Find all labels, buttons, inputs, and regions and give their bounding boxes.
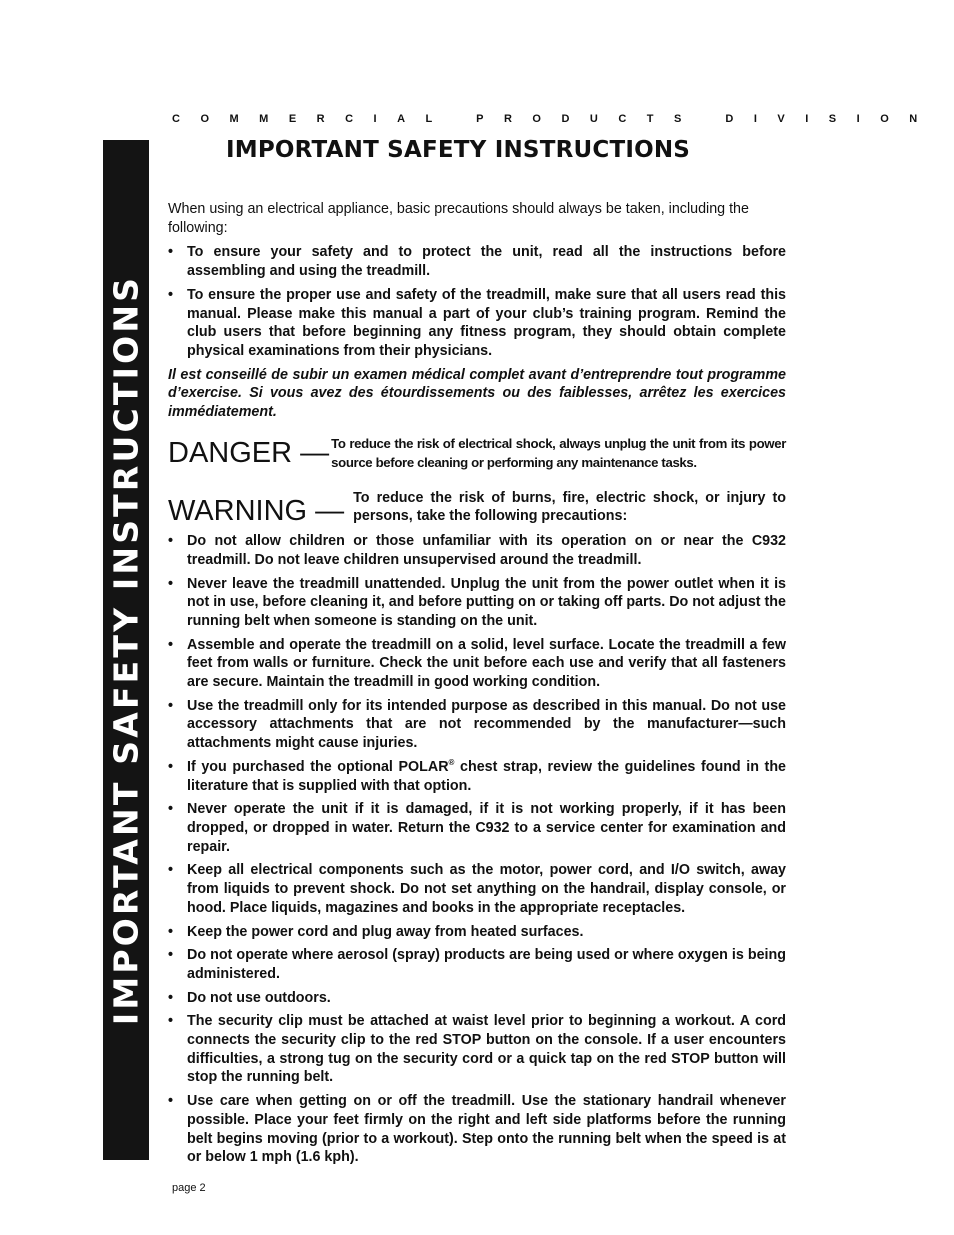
warning-label: WARNING — bbox=[168, 494, 345, 527]
bullet-icon: • bbox=[168, 244, 174, 261]
bullet-icon: • bbox=[168, 758, 174, 775]
bullet-icon: • bbox=[168, 636, 174, 653]
list-item: • Use the treadmill only for its intended purpose as described in this manual. Do not use accessory attachments that are not recommended by the manufacturer—such attachments might cause injuries. bbox=[168, 697, 786, 752]
page-number: page 2 bbox=[172, 1182, 206, 1194]
bullet-icon: • bbox=[168, 923, 174, 940]
warning-callout bbox=[168, 487, 786, 526]
list-item: • Assemble and operate the treadmill on a solid, level surface. Locate the treadmill a few feet from walls or furniture. Check the unit before each use and verify that all fasteners are secure. Maintain the treadmill in good working condition. bbox=[168, 636, 786, 691]
sidebar-banner bbox=[103, 140, 149, 1160]
bullet-icon: • bbox=[168, 575, 174, 592]
list-item: • Use care when getting on or off the treadmill. Use the stationary handrail whenever possible. Place your feet firmly on the right and left side platforms before the running belt begins moving (prior to a workout). Step onto the running belt when the speed is at or below 1 mph (1.6 kph). bbox=[168, 1093, 786, 1166]
page-title: IMPORTANT SAFETY INSTRUCTIONS bbox=[226, 137, 691, 163]
danger-label: DANGER — bbox=[168, 436, 330, 469]
list-item: • Never leave the treadmill unattended. Unplug the unit from the power outlet when it is not in use, before cleaning it, and before putting on or taking off parts. Do not adjust the running belt when someone is standing on the unit. bbox=[168, 575, 786, 629]
warning-text: To reduce the risk of burns, fire, electric shock, or injury to persons, take the following precautions: bbox=[353, 489, 786, 525]
list-item: • Do not allow children or those unfamiliar with its operation on or near the C932 treadmill. Do not leave children unsupervised around the treadmill. bbox=[168, 533, 786, 568]
list-item: • Do not operate where aerosol (spray) products are being used or where oxygen is being administered. bbox=[168, 947, 786, 982]
warning-bullet-list bbox=[168, 532, 786, 1167]
list-item: • To ensure your safety and to protect the unit, read all the instructions before assembling and using the treadmill. bbox=[168, 244, 786, 280]
list-item: • Keep all electrical components such as the motor, power cord, and I/O switch, away from liquids to prevent shock. Do not set anything on the handrail, display console, or hood. Place liquids, magazines and books in the appropriate receptacles. bbox=[168, 862, 786, 916]
bullet-icon: • bbox=[168, 286, 174, 303]
instructions-body bbox=[168, 200, 786, 1172]
bullet-icon: • bbox=[168, 1093, 174, 1110]
bullet-icon: • bbox=[168, 989, 174, 1006]
bullet-icon: • bbox=[168, 697, 174, 714]
list-item: • Keep the power cord and plug away from heated surfaces. bbox=[168, 923, 584, 940]
french-note: Il est conseillé de subir un examen médical complet avant d’entreprendre tout programme d’exercise. Si vous avez des étourdissements ou des faiblesses, arrêtez les exercices immédiatement. bbox=[168, 366, 786, 421]
sidebar-title: IMPORTANT SAFETY INSTRUCTIONS bbox=[106, 274, 146, 1026]
list-item: • To ensure the proper use and safety of the treadmill, make sure that all users read this manual. Please make this manual a part of your club’s training program. Remind the club users that before beginning any fitness program, they should obtain complete physical examinations from their physicians. bbox=[168, 286, 786, 359]
bullet-icon: • bbox=[168, 533, 174, 550]
registered-mark: ® bbox=[448, 758, 455, 768]
division-heading: COMMERCIAL PRODUCTS DIVISION bbox=[172, 113, 938, 125]
list-item: • The security clip must be attached at waist level prior to beginning a workout. A cord connects the security clip to the red STOP button on the console. If a user encounters difficulties, a strong tug on the security cord or a quick tap on the red STOP button will stop the running belt. bbox=[168, 1013, 786, 1086]
danger-text: To reduce the risk of electrical shock, always unplug the unit from its power source before cleaning or performing any maintenance tasks. bbox=[331, 435, 786, 471]
intro-text: When using an electrical appliance, basic precautions should always be taken, including the following: bbox=[168, 201, 749, 236]
bullet-icon: • bbox=[168, 1013, 174, 1030]
list-item: • If you purchased the optional POLAR® chest strap, review the guidelines found in the literature that is supplied with that option. bbox=[168, 758, 787, 794]
bullet-icon: • bbox=[168, 862, 174, 879]
list-item: • Never operate the unit if it is damaged, if it is not working properly, if it has been dropped, or dropped in water. Return the C932 to a service center for examination and repair. bbox=[168, 801, 786, 855]
danger-callout bbox=[168, 434, 786, 473]
bullet-icon: • bbox=[168, 947, 174, 964]
top-bullet-list bbox=[168, 243, 786, 360]
bullet-icon: • bbox=[168, 801, 174, 818]
list-item: • Do not use outdoors. bbox=[168, 989, 331, 1006]
